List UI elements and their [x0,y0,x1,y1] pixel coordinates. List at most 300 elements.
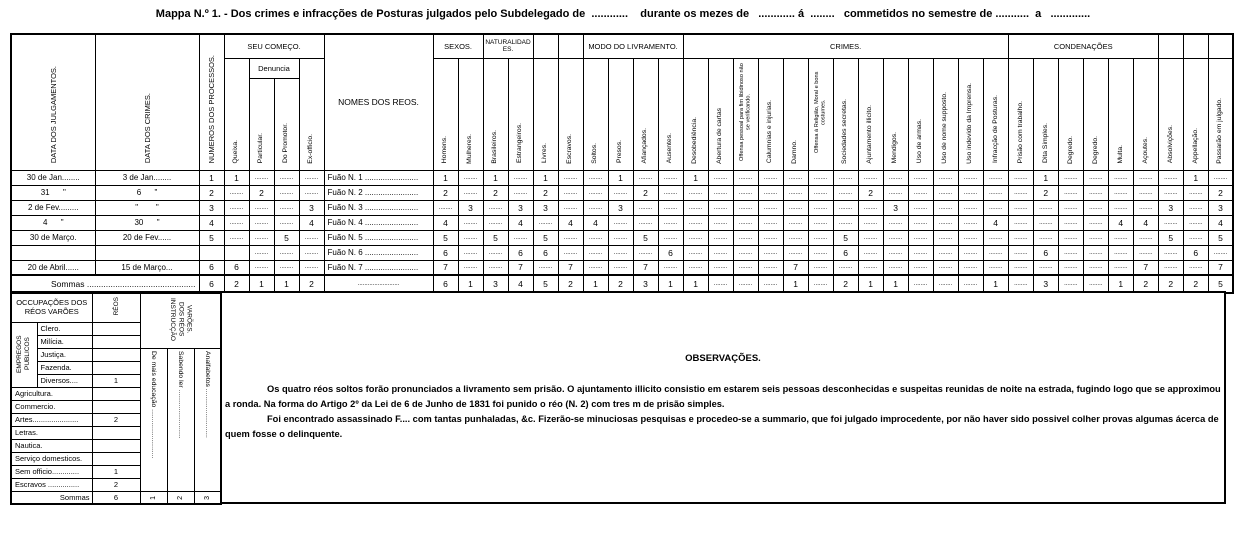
cell: ........ [758,170,783,185]
cell: ........ [808,200,833,215]
cell: 1 [483,170,508,185]
cell: ........ [658,215,683,230]
cell: ........ [249,200,274,215]
col-particular [249,78,274,170]
cell: ........ [1208,170,1233,185]
occupation-value [92,361,140,374]
cell: 3 de Jan........ [95,170,199,185]
sommas-value: 1 [858,275,883,293]
col-passarao-julgado [1208,58,1233,170]
col-degredo-1 [1058,58,1083,170]
cell: ........ [1058,200,1083,215]
sommas-value: 1 [1108,275,1133,293]
cell: ........ [299,170,324,185]
cell: ........ [708,230,733,245]
cell: ........ [733,230,758,245]
cell: Fuão N. 2 ........................ [324,185,433,200]
cell: ........ [224,215,249,230]
cell: 6 [833,245,858,260]
cell: ........ [958,200,983,215]
col-escravos [558,58,583,170]
cell: ........ [933,215,958,230]
col-label: Uso de nome supposto. [941,91,949,164]
col-label: Multa. [1116,144,1124,164]
cell: ........ [808,245,833,260]
empty-header-livres [533,34,558,58]
instrucao-column [194,348,221,491]
cell: ........ [1033,215,1058,230]
cell: ........ [458,245,483,260]
occupation-label: Milícia. [37,335,92,348]
occupation-label: Sem officio............. [11,465,92,478]
cell: ........ [483,260,508,275]
cell: ........ [658,185,683,200]
group-denuncia: Denuncia [249,58,299,78]
reos-header [92,292,140,322]
col-afiancados [633,58,658,170]
cell: ........ [1008,170,1033,185]
occupation-label: Serviço domesticos. [11,452,92,465]
cell: ........ [858,200,883,215]
main-table [10,33,1234,294]
sommas-value: 2 [1158,275,1183,293]
col-data-julgamentos [11,34,95,170]
sommas-value: 3 [483,275,508,293]
cell: 4 [1133,215,1158,230]
cell: ........ [1108,245,1133,260]
occupations-sommas-value: 6 [92,491,140,504]
col-soltos [583,58,608,170]
col-label: Appellação. [1191,127,1199,164]
sommas-value: 2 [299,275,324,293]
cell: ........ [1008,245,1033,260]
cell: ........ [299,260,324,275]
cell: ........ [483,215,508,230]
cell: ........ [933,230,958,245]
occupation-label: Artes...................... [11,413,92,426]
cell: ........ [299,245,324,260]
cell: Fuão N. 5 ........................ [324,230,433,245]
occupation-value [92,452,140,465]
cell: ........ [933,245,958,260]
cell: ........ [1083,200,1108,215]
col-mulheres [458,58,483,170]
cell: 3 [1158,200,1183,215]
col-data-crimes [95,34,199,170]
cell: ........ [933,170,958,185]
cell: 4 [558,215,583,230]
cell: ........ [1158,185,1183,200]
cell: ........ [1133,230,1158,245]
sommas-value: 1 [983,275,1008,293]
cell: ........ [808,170,833,185]
col-label: Particular. [257,133,265,164]
sommas-value: 1 [249,275,274,293]
cell: 30 " [95,215,199,230]
group-crimes: CRIMES. [683,34,1008,58]
cell: 3 [533,200,558,215]
sommas-value: 2 [1183,275,1208,293]
cell [95,245,199,260]
cell: ........ [733,215,758,230]
cell: 2 [1033,185,1058,200]
cell: ........ [883,245,908,260]
cell: ........ [683,230,708,245]
col-acoutes [1133,58,1158,170]
cell: ........ [583,185,608,200]
table-row [11,200,1233,215]
col-label: Sociedades secretas. [841,98,849,164]
cell: Fuão N. 3 ........................ [324,200,433,215]
cell: ........ [1208,245,1233,260]
occupation-label: Justiça. [37,348,92,361]
cell: ........ [858,245,883,260]
cell: ........ [249,215,274,230]
occupation-value: 2 [92,413,140,426]
cell: ........ [1058,170,1083,185]
cell: ........ [1108,170,1133,185]
instrucao-total [167,491,194,504]
cell: 4 " [11,215,95,230]
occupation-value [92,322,140,335]
cell: 2 de Fev......... [11,200,95,215]
col-label: Dita Simples. [1041,123,1049,164]
cell: ........ [958,185,983,200]
cell: ........ [983,200,1008,215]
occupation-row [11,348,221,361]
sommas-value: ........ [808,275,833,293]
cell: ........ [1083,215,1108,230]
table-row [11,170,1233,185]
cell: 1 [608,170,633,185]
instrucao-total [194,491,221,504]
cell: ........ [483,200,508,215]
cell: ........ [883,260,908,275]
col-label: DATA DOS CRIMES. [142,93,152,164]
cell: ........ [1033,230,1058,245]
col-label: Infracção de Posturas. [991,95,999,164]
cell: ........ [733,260,758,275]
cell: 2 [1208,185,1233,200]
cell: ........ [783,215,808,230]
cell: ........ [1083,185,1108,200]
cell: ........ [633,215,658,230]
occupation-label: Letras. [11,426,92,439]
cell: 6 [1033,245,1058,260]
sommas-value: 5 [1208,275,1233,293]
cell: 6 [533,245,558,260]
col-desobediencia [683,58,708,170]
cell: ........ [558,170,583,185]
cell: ........ [883,215,908,230]
cell: ........ [658,260,683,275]
cell: ........ [508,230,533,245]
observations-text [222,382,1224,442]
cell: ........ [1133,185,1158,200]
occupation-label: Fazenda. [37,361,92,374]
cell: ........ [224,185,249,200]
sommas-value: ........ [1083,275,1108,293]
cell: ........ [758,215,783,230]
cell: ........ [224,230,249,245]
cell: 7 [1208,260,1233,275]
sommas-value: ........ [908,275,933,293]
cell: 7 [433,260,458,275]
col-homens [433,58,458,170]
cell: ........ [583,245,608,260]
instrucao-total-digit: 3 [203,495,211,500]
cell: ........ [533,215,558,230]
sommas-value: 1 [274,275,299,293]
col-mendigos [883,58,908,170]
cell: 3 [508,200,533,215]
cell: 2 [249,185,274,200]
observations-heading: OBSERVAÇÕES. [685,353,761,364]
col-uso-imprensa [958,58,983,170]
cell: 6 " [95,185,199,200]
sommas-value: ........ [1008,275,1033,293]
col-label: Açoutes. [1141,137,1149,164]
cell: 5 [483,230,508,245]
cell: 15 de Março... [95,260,199,275]
cell: 5 [274,230,299,245]
cell: " " [95,200,199,215]
col-label: Degredo. [1091,135,1099,164]
page-title: Mappa N.º 1. - Dos crimes e infracções de Posturas julgados pelo Subdelegado de ............ durante os mezes de ............ á ........ commetidos no semestre de ........... a ............. [155,8,1091,20]
cell: ........ [1083,230,1108,245]
col-label: Do Promotor. [282,123,290,164]
cell: ........ [274,260,299,275]
cell: ........ [958,260,983,275]
col-label: DATA DOS JULGAMENTOS. [48,66,58,164]
empty-header-appellacao [1183,34,1208,58]
col-label: Mendigos. [891,132,899,164]
col-label: Ausentes. [666,133,674,164]
cell: ........ [274,215,299,230]
cell: ........ [983,260,1008,275]
empregos-publicos-label [11,322,37,387]
cell: ........ [1058,245,1083,260]
cell: ........ [883,230,908,245]
col-ajuntamento [858,58,883,170]
cell: ........ [1058,185,1083,200]
cell: 7 [508,260,533,275]
sommas-value: 1 [683,275,708,293]
cell: ........ [1033,260,1058,275]
cell: ........ [908,185,933,200]
sommas-value: 2 [833,275,858,293]
group-sexos: SEXOS. [433,34,483,58]
cell: ........ [758,230,783,245]
cell: ........ [683,245,708,260]
group-seu-comeco: SEU COMEÇO. [224,34,324,58]
col-label: Presos. [616,140,624,164]
cell: ........ [908,215,933,230]
col-do-promotor [274,78,299,170]
cell: ........ [583,260,608,275]
cell: 3 [608,200,633,215]
cell: ........ [1008,185,1033,200]
observations-paragraph: Os quatro réos soltos forão pronunciados a livramento sem prisão. O ajuntamento illicito consistio em estarem seis pessoas desconhecidas e suspeitas reunidas de noite na estrada, fugindo logo que se approximou a ronda. Na forma do Artigo 2º da Lei de 6 de Junho de 1831 foi punido o réo (N. 2) com tres m de prisão simples. [225,384,1221,409]
empregos-label: EMPREGOS PUBLICOS [16,334,32,373]
col-offensa-pessoal [733,58,758,170]
header-group-row [11,34,1233,58]
cell: ........ [708,215,733,230]
cell: 6 [508,245,533,260]
occupation-value [92,426,140,439]
cell: 5 [433,230,458,245]
cell: ........ [733,245,758,260]
col-label: Ex-officio. [307,133,315,164]
col-label: Livres. [541,143,549,164]
cell: ........ [658,230,683,245]
col-label: Uso de armas. [916,119,924,164]
cell: ........ [458,260,483,275]
cell: ........ [483,245,508,260]
cell: ........ [1083,170,1108,185]
cell: Fuão N. 4 ........................ [324,215,433,230]
cell: ........ [433,200,458,215]
cell: ........ [1008,230,1033,245]
col-ex-officio [299,58,324,170]
cell: ........ [708,245,733,260]
cell: 3 [458,200,483,215]
cell: ........ [758,260,783,275]
occupations-sommas-row [11,491,221,504]
cell: 5 [1208,230,1233,245]
sommas-value: 3 [1033,275,1058,293]
col-uso-armas [908,58,933,170]
cell: ........ [783,185,808,200]
cell: ........ [708,260,733,275]
col-label: Estrangeiros. [516,123,524,164]
occupation-label: Diversos.... [37,374,92,387]
cell: ........ [783,230,808,245]
cell: ........ [299,185,324,200]
cell: ........ [274,170,299,185]
cell: 1 [199,170,224,185]
cell: ........ [958,230,983,245]
cell: 4 [1208,215,1233,230]
cell: 3 [299,200,324,215]
cell: ........ [274,185,299,200]
instrucao-total-digit: 1 [150,495,157,500]
observations-paragraph: Foi encontrado assassinado F.... com tantas punhaladas, &c. Fizerão-se minuciosas pesquisas e procedeo-se a summario, que foi julgado improcedente, por não haver sido possivel colher provas algumas ácerca de quem fosse o delinquente. [225,413,1219,439]
cell: ........ [908,200,933,215]
table-row [11,185,1233,200]
cell: 7 [783,260,808,275]
col-label: Queixa. [232,140,240,164]
cell: 20 de Fev...... [95,230,199,245]
main-table-body [11,170,1233,293]
instrucao-column [167,348,194,491]
occupation-label: Clero. [37,322,92,335]
cell: ........ [249,260,274,275]
occupation-value [92,335,140,348]
col-damno [783,58,808,170]
cell: ........ [1108,260,1133,275]
cell: ........ [1108,230,1133,245]
table-row [11,260,1233,275]
cell: ........ [508,185,533,200]
col-label: Brasileiros. [491,129,499,164]
cell: ........ [958,170,983,185]
sommas-value: ........ [933,275,958,293]
cell: 2 [858,185,883,200]
col-label: Uso indevido da Imprensa. [966,82,974,164]
col-livres [533,58,558,170]
sommas-label: Sommas .............................................. [11,275,199,293]
col-label: NUMEROS DOS PROCESSOS. [207,55,216,164]
sommas-value: ........ [1058,275,1083,293]
cell: ........ [608,215,633,230]
cell: 6 [1183,245,1208,260]
sommas-value: ......................... [324,275,433,293]
reos-label: RÉOS [112,297,120,316]
cell: ........ [1083,260,1108,275]
cell: ........ [983,245,1008,260]
cell: ........ [733,170,758,185]
cell: ........ [1108,185,1133,200]
cell: ........ [758,185,783,200]
cell: 1 [1183,170,1208,185]
cell: ........ [983,170,1008,185]
col-label: Abertura de cartas [716,107,724,164]
cell: 30 de Março. [11,230,95,245]
col-nomes-reos: NOMES DOS REOS. [324,34,433,170]
cell: ........ [1183,215,1208,230]
sommas-value: 1 [883,275,908,293]
cell: ........ [583,230,608,245]
cell: ........ [249,170,274,185]
cell [11,245,95,260]
cell: 1 [433,170,458,185]
col-label: Prisão com trabalho. [1016,101,1024,164]
cell: 1 [1033,170,1058,185]
cell: 7 [633,260,658,275]
cell: ........ [1183,185,1208,200]
col-label: Afiançados. [641,127,649,164]
col-label: Mulheres. [466,133,474,164]
col-brasileiros [483,58,508,170]
col-queixa [224,58,249,170]
col-label: Degredo. [1066,135,1074,164]
cell: 7 [1133,260,1158,275]
occupation-value [92,348,140,361]
cell: 5 [833,230,858,245]
group-modo-livramento: MODO DO LIVRAMENTO. [583,34,683,58]
cell: ........ [683,215,708,230]
cell: ........ [633,170,658,185]
col-appellacao [1183,58,1208,170]
cell [224,245,249,260]
cell: ........ [833,170,858,185]
cell: ........ [808,215,833,230]
col-abertura-cartas [708,58,733,170]
cell: ........ [758,245,783,260]
cell: 4 [983,215,1008,230]
cell: Fuão N. 7 ........................ [324,260,433,275]
cell: ........ [249,245,274,260]
cell: 6 [658,245,683,260]
cell: 2 [633,185,658,200]
occupation-value [92,387,140,400]
cell: ........ [833,200,858,215]
cell: ........ [833,260,858,275]
cell: ........ [783,245,808,260]
cell: ........ [633,200,658,215]
cell: 4 [508,215,533,230]
